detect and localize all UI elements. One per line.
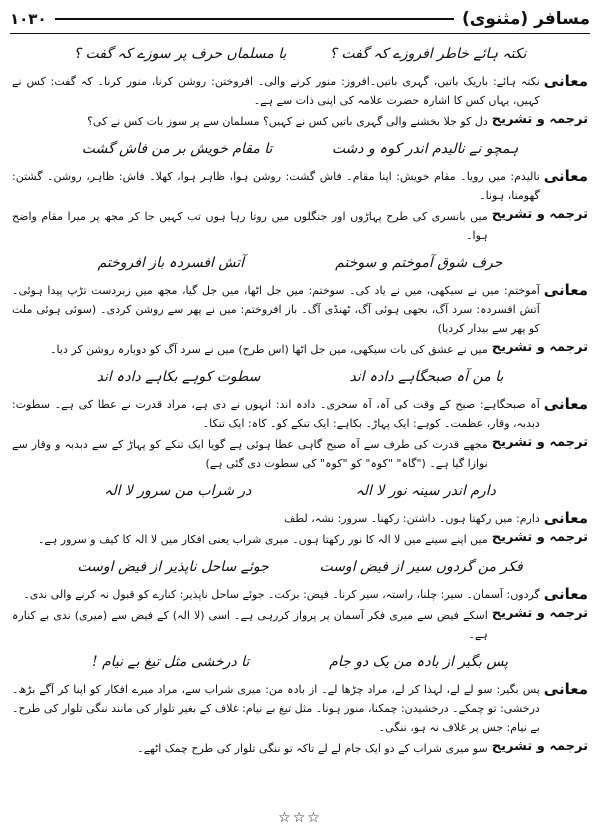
meanings-block <box>12 680 588 737</box>
couplet-hemistich: فکر من گردوں سیر از فیض اوست <box>319 559 523 575</box>
meanings-block <box>12 281 588 338</box>
couplet-hemistich: تا درخشی مثل تیغ بے نیام ! <box>91 654 250 670</box>
translation-label: ترجمہ و تشریح <box>491 112 588 127</box>
couplet <box>12 247 588 279</box>
page-header <box>10 6 590 32</box>
meanings-block <box>12 167 588 205</box>
couplet-hemistich: تا مقام خویش بر من فاش گشت <box>81 141 273 157</box>
translation-block <box>12 112 588 131</box>
translation-text: اسکے فیض سے میری فکر آسمان پر پرواز کررہی ہے۔ اسی (لا الہ) کے فیض سے (میری) ندی بے کنارہ ہے۔ <box>12 609 488 641</box>
couplet-hemistich: سطوت کوہے بکاہے دادہ اند <box>96 369 261 385</box>
meanings-label: معانی <box>543 680 588 698</box>
couplet-hemistich: در شراب من سرور لا الہ <box>104 483 252 499</box>
page-number: ۱۰۳۰ <box>10 10 47 28</box>
meanings-block <box>12 395 588 433</box>
meanings-text: پس بگیر: سو لے لے، لہذا کر لے، مراد چڑھا لے۔ از بادہ من: میری شراب سے، مراد میرے افکار کو اپنا کر آگے بڑھ۔ درخشی: تو چمکے۔ درخشیدن: چمکنا، منور ہونا۔ مثل تیغ بے نیام: غلاف کے بغیر تلوار کی مانند ننگی تلوار کی طرح۔ بے نیام: جس پر غلاف نہ ہو، ننگی۔ <box>12 683 540 734</box>
page-content <box>12 38 588 760</box>
header-divider <box>10 33 590 34</box>
translation-block <box>12 606 588 644</box>
translation-text: میں نے عشق کی بات سیکھی، میں جل اٹھا (اس طرح) میں نے سرد آگ کو دوبارہ روشن کر دیا۔ <box>50 343 488 356</box>
translation-label: ترجمہ و تشریح <box>491 739 588 754</box>
translation-label: ترجمہ و تشریح <box>491 606 588 621</box>
couplet <box>12 551 588 583</box>
meanings-block <box>12 72 588 110</box>
translation-block <box>12 340 588 359</box>
couplet-hemistich: با من آہ صبحگاہے دادہ اند <box>349 369 504 385</box>
couplet-hemistich: با مسلماں حرف پر سوزے کہ گفت ؟ <box>73 46 287 62</box>
meanings-block <box>12 585 588 604</box>
translation-block <box>12 207 588 245</box>
couplet-hemistich: نکتہ ہائے خاطر افروزے کہ گفت ؟ <box>329 46 527 62</box>
meanings-label: معانی <box>543 585 588 603</box>
couplet <box>12 475 588 507</box>
translation-text: مجھے قدرت کی طرف سے آہ صبح گاہی عطا ہوئی ہے گویا ایک تنکے کو پہاڑ کے سے دبدبہ و وقار سے نوازا گیا ہے۔ ("گاہ" "کوہ" کو "کوہ" کی سطوت دی گئی ہے) <box>12 438 488 470</box>
couplet-hemistich: حرف شوق آموختم و سوختم <box>335 255 503 271</box>
footer-ornament: ☆☆☆ <box>278 810 322 826</box>
translation-label: ترجمہ و تشریح <box>491 207 588 222</box>
couplet-hemistich: جوئے ساحل ناپذیر از فیض اوست <box>77 559 269 575</box>
meanings-label: معانی <box>543 72 588 90</box>
couplet <box>12 646 588 678</box>
meanings-text: دارم: میں رکھتا ہوں۔ داشتن: رکھنا۔ سرور: نشہ، لطف <box>283 512 540 525</box>
translation-text: دل کو جلا بخشنے والی گہری باتیں کس نے کہیں؟ مسلمان سے پر سوز بات کس نے کی؟ <box>87 115 488 128</box>
translation-block <box>12 530 588 549</box>
meanings-block <box>12 509 588 528</box>
translation-label: ترجمہ و تشریح <box>491 530 588 545</box>
couplet-hemistich: آتش افسردہ باز افروختم <box>97 255 244 271</box>
translation-text: میں بانسری کی طرح پہاڑوں اور جنگلوں میں روتا رہا ہوں تب کہیں جا کر مجھ پر میرا مقام واضح ہوا۔ <box>12 210 488 242</box>
meanings-text: آہ صبحگاہے: صبح کے وقت کی آہ، آہ سحری۔ دادہ اند: انہوں نے دی ہے، مراد قدرت نے عطا کی ہے۔ سطوت: دبدبہ، وقار، عظمت۔ کوہے: ایک پہاڑ۔ بکاہے: ایک تنکے کو۔ کاہ: ایک تنکا۔ <box>12 398 540 430</box>
meanings-label: معانی <box>543 395 588 413</box>
translation-block <box>12 739 588 758</box>
translation-label: ترجمہ و تشریح <box>491 435 588 450</box>
meanings-label: معانی <box>543 281 588 299</box>
meanings-text: نکتہ ہائے: باریک باتیں، گہری باتیں۔افروز: منور کرنے والی۔ افروختن: روشن کرنا، منور کرنا۔ کہ گفت: کس نے کہیں، یہاں کس کا اشارہ حضرت علامہ کی اپنی ذات سے ہے۔ <box>12 75 540 107</box>
couplet-hemistich: ہمچو نے نالیدم اندر کوہ و دشت <box>331 141 519 157</box>
couplet-hemistich: پس بگیر از بادہ من یک دو جام <box>329 654 509 670</box>
meanings-text: آموختم: میں نے سیکھی، میں نے یاد کی۔ سوختم: میں جل اٹھا، میں جل گیا، مجھ میں زبردست تڑپ پیدا ہوئی۔ آتش افسردہ: سرد آگ، بجھی ہوئی آگ، ٹھنڈی آگ۔ باز افروختم: میں نے پھر سے روشن کردی۔ (سوئی ہوئی ملت کو پھر سے بیدار کردیا) <box>12 284 540 335</box>
book-title: مسافر (مثنوی) <box>461 9 590 29</box>
couplet-hemistich: دارم اندر سینہ نور لا الہ <box>355 483 496 499</box>
translation-label: ترجمہ و تشریح <box>491 340 588 355</box>
couplet <box>12 133 588 165</box>
translation-block <box>12 435 588 473</box>
couplet <box>12 361 588 393</box>
couplet <box>12 38 588 70</box>
meanings-text: نالیدم: میں رویا۔ مقام خویش: اپنا مقام۔ فاش گشت: روشن ہوا، ظاہر ہوا، کھلا۔ فاش: ظاہر، روشن۔ گشتن: گھومنا، ہونا۔ <box>12 170 540 202</box>
translation-text: میں اپنے سینے میں لا الہ کا نور رکھتا ہوں۔ میری شراب یعنی افکار میں لا الہ کا کیف و سرور ہے۔ <box>37 533 488 546</box>
header-rule <box>55 18 454 20</box>
meanings-label: معانی <box>543 167 588 185</box>
meanings-text: گردوں: آسمان۔ سیر: چلنا، راستہ، سیر کرنا۔ فیض: برکت۔ جوئے ساحل ناپذیر: کنارے کو قبول نہ کرنے والی ندی۔ <box>23 588 540 601</box>
translation-text: سو میری شراب کے دو ایک جام لے لے تاکہ تو ننگی تلوار کی طرح چمک اٹھے۔ <box>137 742 488 755</box>
meanings-label: معانی <box>543 509 588 527</box>
